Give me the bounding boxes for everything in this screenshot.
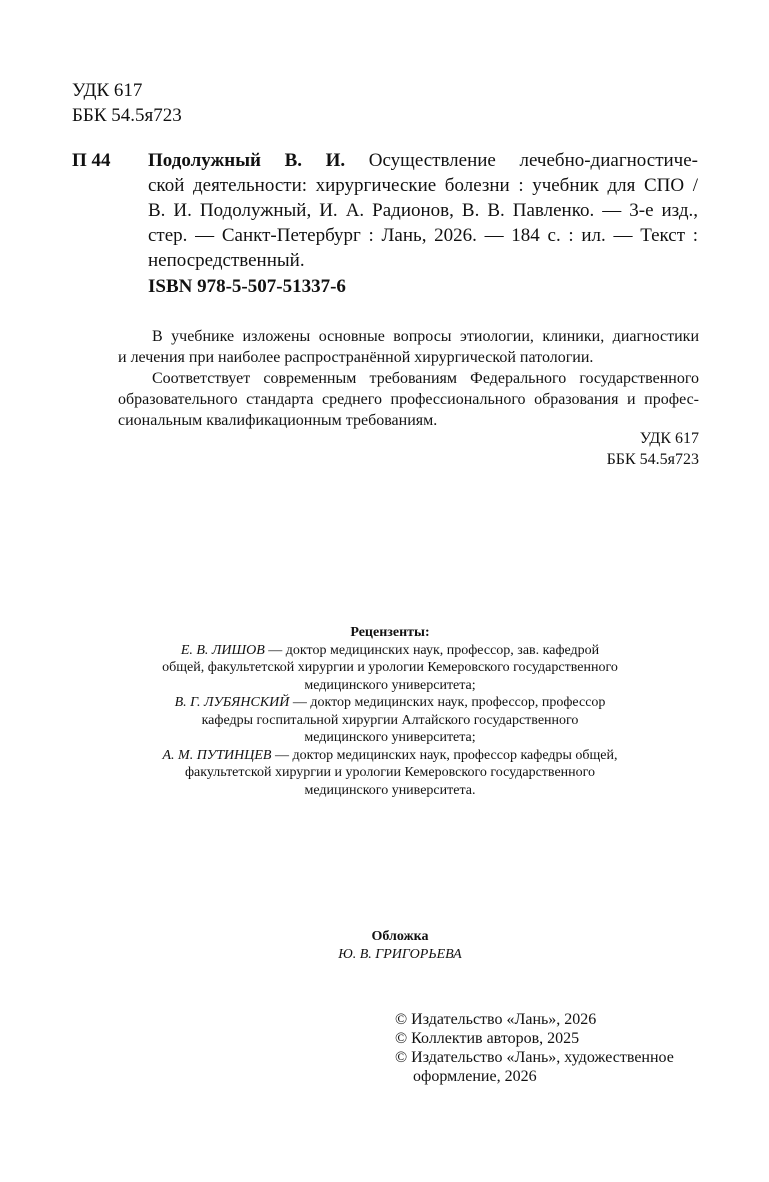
entry-line: ской деятельности: хирургические болезни : учебник для СПО / [148,175,698,196]
reviewer-text: — доктор медицинских наук, профессор, зав. кафедрой [264,642,600,658]
copyright-block [395,1010,674,1086]
abstract-line: образовательного стандарта среднего профессионального образования и профес- [118,391,699,408]
cover-credit [270,928,530,963]
udk-code: УДК 617 [72,80,143,101]
entry-line: непосредственный. [148,250,305,271]
reviewer-item [120,747,660,800]
reviewer-text: факультетской хирургии и урологии Кемеровского государственного [184,765,596,780]
bbk-code: ББК 54.5я723 [606,451,699,468]
reviewer-text: медицинского университета; [304,730,476,745]
reviewer-text: — доктор медицинских наук, профессор кафедры общей, [271,747,618,763]
abstract [118,326,699,431]
author-name: Подолужный В. И. [148,150,346,171]
entry-line: Осуществление лечебно-диагностиче- [368,150,698,171]
reviewer-text: кафедры госпитальной хирургии Алтайского государственного [201,712,579,728]
cover-designer: Ю. В. ГРИГОРЬЕВА [338,946,462,962]
copyright-line: © Издательство «Лань», 2026 [395,1011,597,1028]
abstract-line: и лечения при наиболее распространённой хирургической патологии. [118,349,594,366]
copyright-line: оформление, 2026 [413,1068,537,1085]
reviewer-name: А. М. ПУТИНЦЕВ [162,747,272,763]
udk-code: УДК 617 [639,430,699,447]
reviewers-heading: Рецензенты: [350,625,430,640]
abstract-line: В учебнике изложены основные вопросы этиологии, клиники, диагностики [152,328,699,345]
reviewer-item [120,694,660,747]
reviewer-name: Е. В. ЛИШОВ [180,642,265,658]
author-sign: П 44 [72,150,111,171]
reviewer-item [120,642,660,695]
reviewer-name: В. Г. ЛУБЯНСКИЙ [174,695,290,710]
reviewer-text: медицинского университета. [304,782,476,798]
entry-line: В. И. Подолужный, И. А. Радионов, В. В. Павленко. — 3-е изд., [148,200,698,221]
reviewer-text: медицинского университета; [304,677,476,693]
bibliographic-description [148,148,698,273]
entry-line: стер. — Санкт-Петербург : Лань, 2026. — 184 с. : ил. — Текст : [148,225,698,246]
bottom-classification-codes [607,428,699,470]
abstract-line: Соответствует современным требованиям Федерального государственного [152,370,699,387]
cover-heading: Обложка [371,929,429,944]
bibliographic-entry [72,148,698,273]
reviewer-text: общей, факультетской хирургии и урологии Кемеровского государственного [162,660,618,675]
isbn: ISBN 978-5-507-51337-6 [148,276,346,297]
copyright-line: © Издательство «Лань», художественное [395,1049,674,1066]
reviewers-block [120,624,660,799]
top-classification-codes [72,78,182,128]
reviewer-text: — доктор медицинских наук, профессор, профессор [289,695,606,710]
abstract-line: сиональным квалификационным требованиям. [118,412,438,429]
copyright-line: © Коллектив авторов, 2025 [395,1030,580,1047]
bbk-code: ББК 54.5я723 [72,105,182,126]
